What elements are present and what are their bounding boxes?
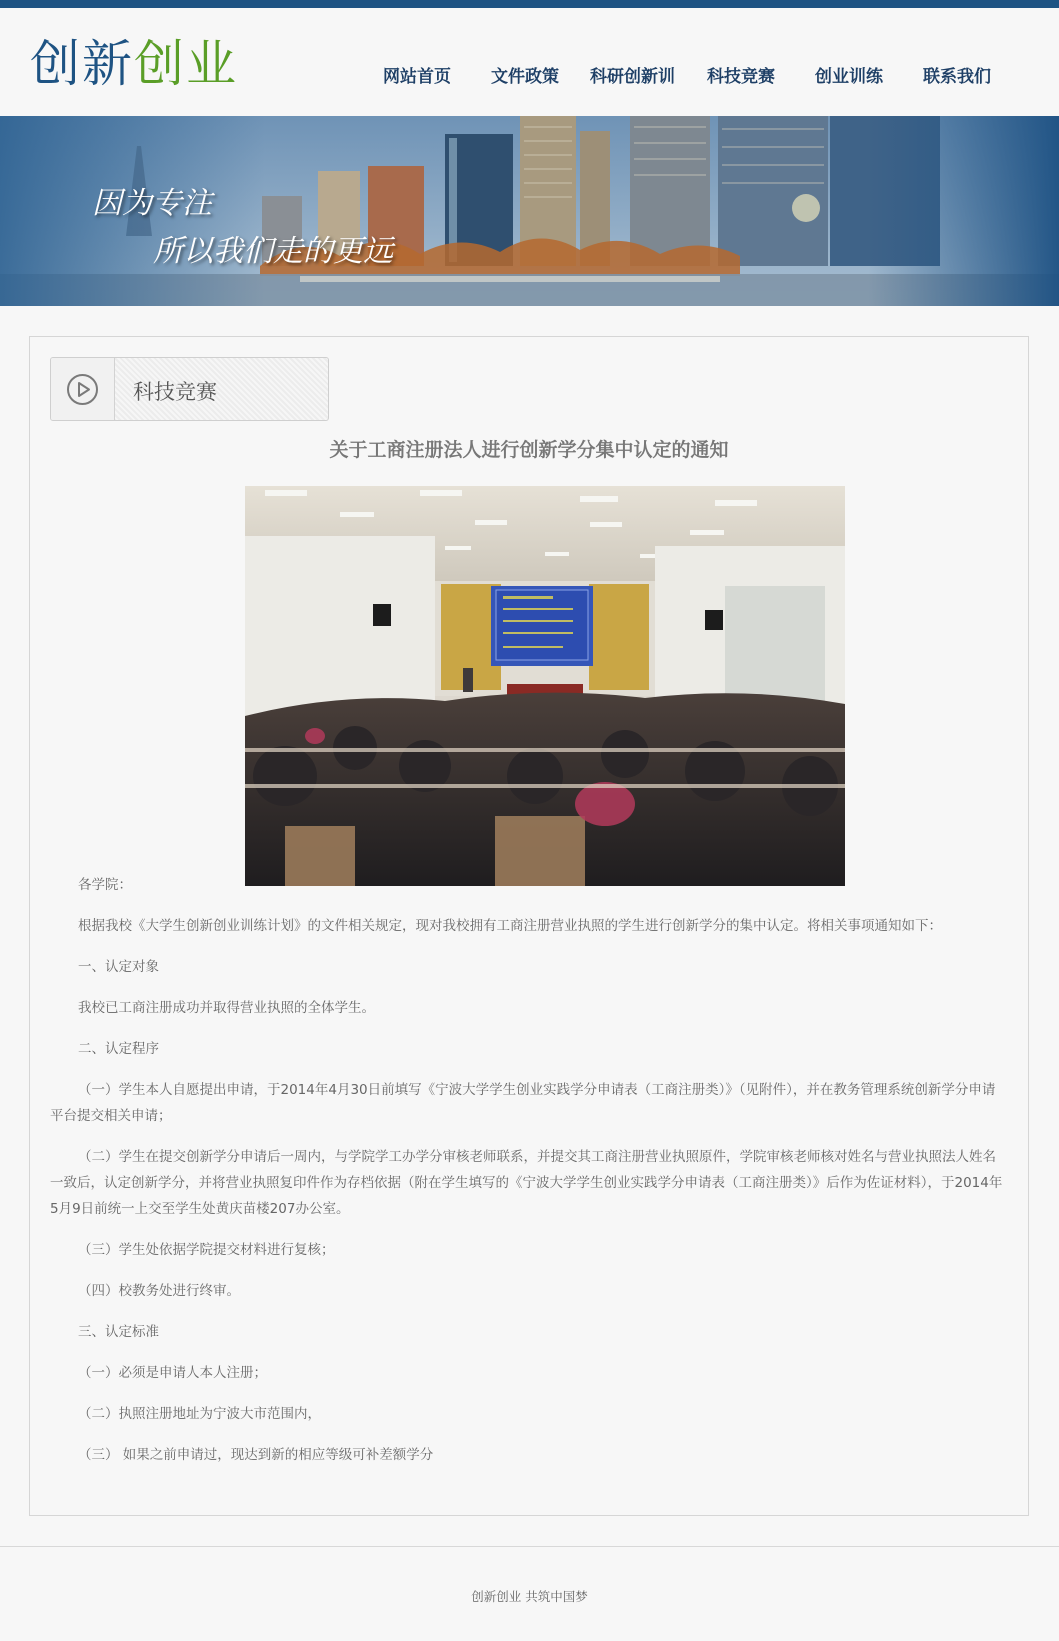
paragraph-target: 我校已工商注册成功并取得营业执照的全体学生。 bbox=[78, 1000, 375, 1016]
section-title: 科技竞赛 bbox=[133, 380, 217, 404]
section-header bbox=[50, 357, 329, 421]
paragraph-intro: 根据我校《大学生创新创业训练计划》的文件相关规定，现对我校拥有工商注册营业执照的学生进行创新学分的集中认定。将相关事项通知如下： bbox=[78, 918, 942, 934]
section-icon-box bbox=[51, 358, 115, 420]
logo-text-part2: 创业 bbox=[134, 35, 238, 93]
paragraph-procedure-3: （三）学生处依据学院提交材料进行复核； bbox=[78, 1242, 335, 1258]
paragraph-heading-2: 二、认定程序 bbox=[78, 1041, 159, 1057]
paragraph-salutation: 各学院： bbox=[78, 877, 132, 893]
main-nav bbox=[0, 62, 1059, 88]
paragraph-procedure-2: （二）学生在提交创新学分申请后一周内，与学院学工办学分审核老师联系，并提交其工商注册营业执照原件，学院审核老师核对姓名与营业执照法人姓名一致后，认定创新学分，并将营业执照复印件作为存档依据（附在学生填写的《宁波大学学生创业实践学分申请表（工商注册类）》后作为佐证材料），于2014年5月9日前统一上交至学生处黄庆苗楼207办公室。 bbox=[50, 1149, 1003, 1217]
paragraph-criteria-2: （二）执照注册地址为宁波大市范围内， bbox=[78, 1406, 321, 1422]
paragraph-procedure-1: （一）学生本人自愿提出申请，于2014年4月30日前填写《宁波大学学生创业实践学分申请表（工商注册类）》（见附件），并在教务管理系统创新学分申请平台提交相关申请； bbox=[50, 1082, 996, 1124]
nav-item-contact[interactable]: 联系我们 bbox=[923, 67, 991, 87]
nav-item-research[interactable]: 科研创新训 bbox=[590, 67, 675, 87]
article-title: 关于工商注册法人进行创新学分集中认定的通知 bbox=[329, 439, 729, 461]
site-footer bbox=[0, 1546, 1059, 1641]
paragraph-procedure-4: （四）校教务处进行终审。 bbox=[78, 1283, 240, 1299]
lecture-hall-photo bbox=[245, 486, 845, 886]
site-header bbox=[0, 8, 1059, 116]
article-photo bbox=[245, 486, 845, 886]
nav-item-training[interactable]: 创业训练 bbox=[815, 67, 883, 87]
nav-item-policy[interactable]: 文件政策 bbox=[491, 67, 559, 87]
banner-slogan-line2: 所以我们走的更远 bbox=[153, 234, 393, 269]
content-panel bbox=[29, 336, 1029, 1516]
logo-text-part1: 创新 bbox=[30, 35, 134, 93]
paragraph-heading-1: 一、认定对象 bbox=[78, 959, 159, 975]
paragraph-criteria-1: （一）必须是申请人本人注册； bbox=[78, 1365, 267, 1381]
nav-item-competition[interactable]: 科技竞赛 bbox=[707, 67, 775, 87]
nav-item-home[interactable]: 网站首页 bbox=[383, 67, 451, 87]
play-circle-icon bbox=[66, 373, 99, 406]
paragraph-criteria-3: （三） 如果之前申请过，现达到新的相应等级可补差额学分 bbox=[78, 1447, 434, 1463]
top-accent-bar bbox=[0, 0, 1059, 8]
banner-slogan-line1: 因为专注 bbox=[92, 186, 212, 221]
hero-banner bbox=[0, 116, 1059, 306]
paragraph-heading-3: 三、认定标准 bbox=[78, 1324, 159, 1340]
footer-slogan: 创新创业 共筑中国梦 bbox=[471, 1589, 588, 1604]
